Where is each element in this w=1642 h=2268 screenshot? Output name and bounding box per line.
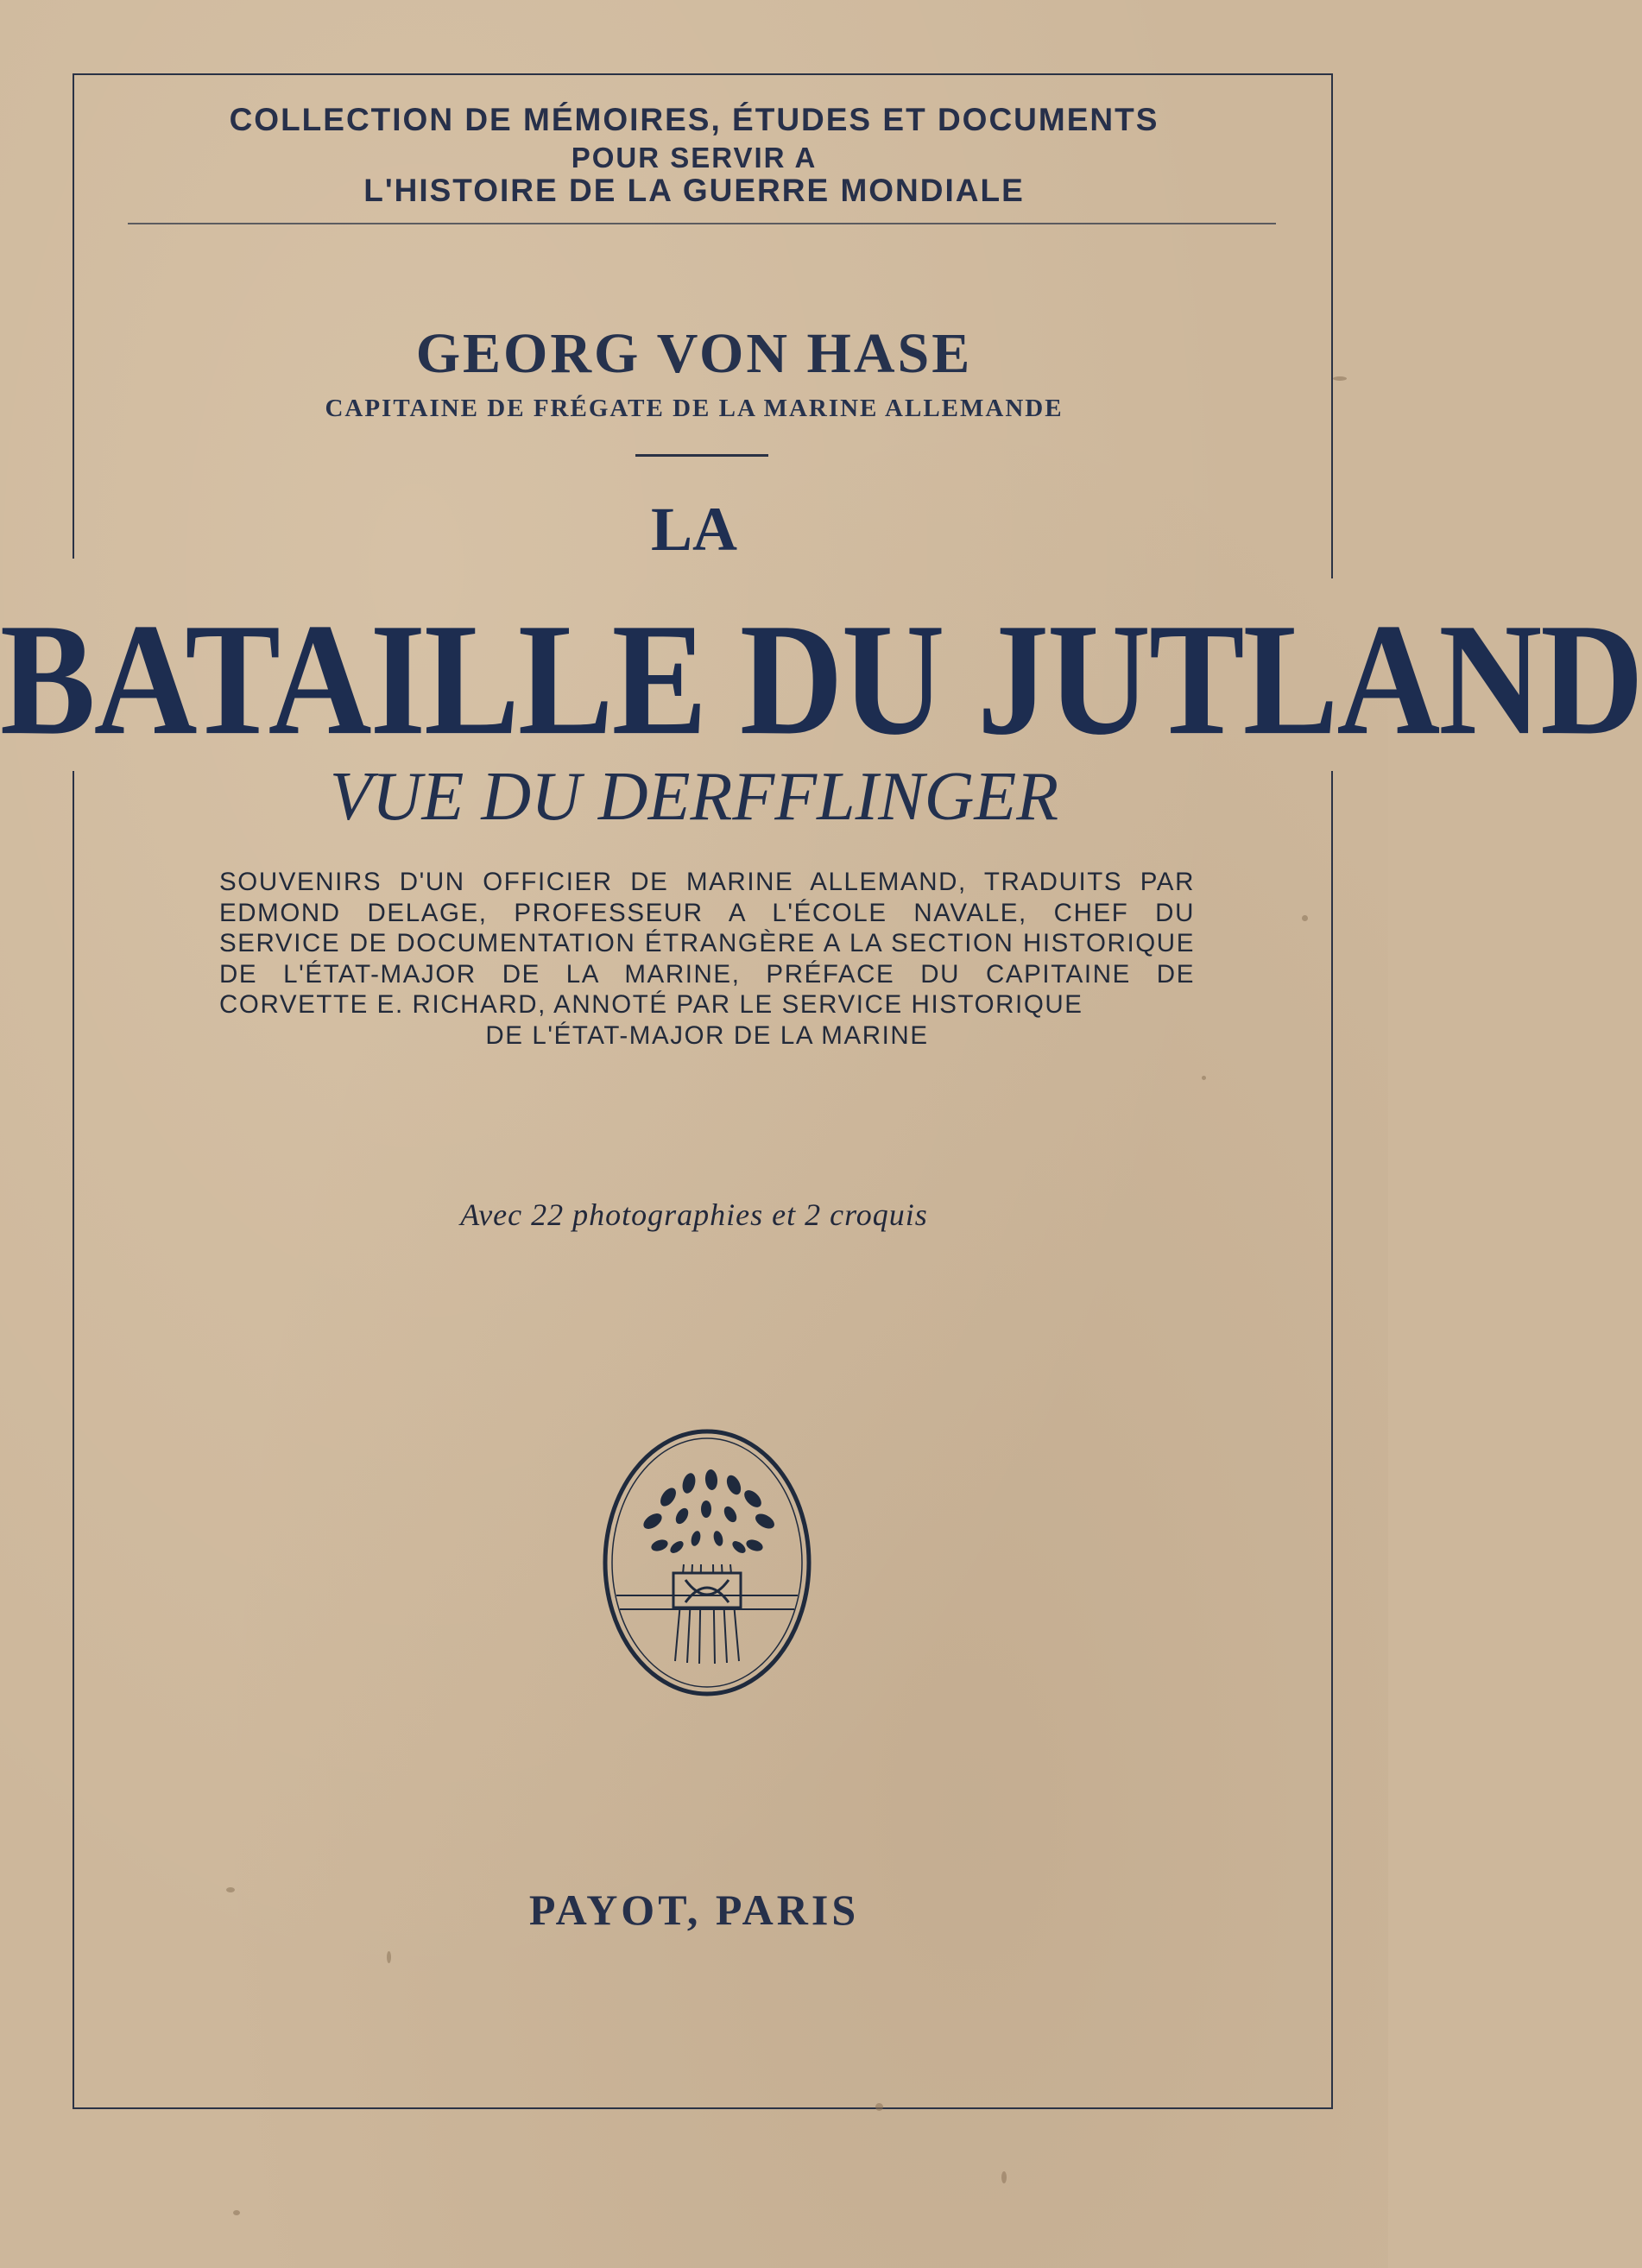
paper-speck — [226, 1887, 235, 1892]
series-title-line-3: L'HISTOIRE DE LA GUERRE MONDIALE — [363, 173, 1025, 208]
frame-top-rule — [73, 73, 1333, 75]
description-block — [219, 867, 1195, 1051]
paper-speck — [1333, 376, 1347, 381]
wheat-sheaf-monogram-icon — [599, 1426, 815, 1699]
publisher: PAYOT, PARIS — [528, 1886, 860, 1934]
subtitle: VUE DU DERFFLINGER — [329, 759, 1059, 835]
title-article: LA — [650, 495, 738, 564]
author-name: GEORG VON HASE — [415, 322, 973, 385]
paper-speck — [233, 2210, 240, 2215]
paper-speck — [1302, 915, 1308, 921]
author-role: CAPITAINE DE FRÉGATE DE LA MARINE ALLEMANDE — [325, 395, 1064, 422]
paper-speck — [875, 2103, 883, 2111]
paper-speck — [1202, 1076, 1206, 1080]
main-title: BATAILLE DU JUTLAND — [0, 590, 1642, 768]
series-title-line-2: POUR SERVIR A — [571, 142, 818, 174]
paper-speck — [1001, 2171, 1007, 2183]
description-last-line: DE L'ÉTAT-MAJOR DE LA MARINE — [485, 1020, 929, 1050]
description-body: SOUVENIRS D'UN OFFICIER DE MARINE ALLEMAND, TRADUITS PAR EDMOND DELAGE, PROFESSEUR A L'ÉCOLE NAVALE, CHEF DU SERVICE DE DOCUMENTATION ÉTRANGÈRE A LA SECTION HISTORIQUE DE L'ÉTAT-MAJOR DE LA MARINE, PRÉFACE DU CAPITAINE DE CORVETTE E. RICHARD, ANNOTÉ PAR LE SERVICE HISTORIQUE — [219, 868, 1195, 1019]
illustrations-note: Avec 22 photographies et 2 croquis — [460, 1197, 928, 1232]
series-title-line-1: COLLECTION DE MÉMOIRES, ÉTUDES ET DOCUMENTS — [229, 102, 1159, 137]
series-separator-rule — [128, 223, 1276, 224]
paper-speck — [387, 1951, 391, 1963]
frame-bottom-rule — [73, 2107, 1333, 2109]
author-separator-rule — [635, 454, 768, 457]
